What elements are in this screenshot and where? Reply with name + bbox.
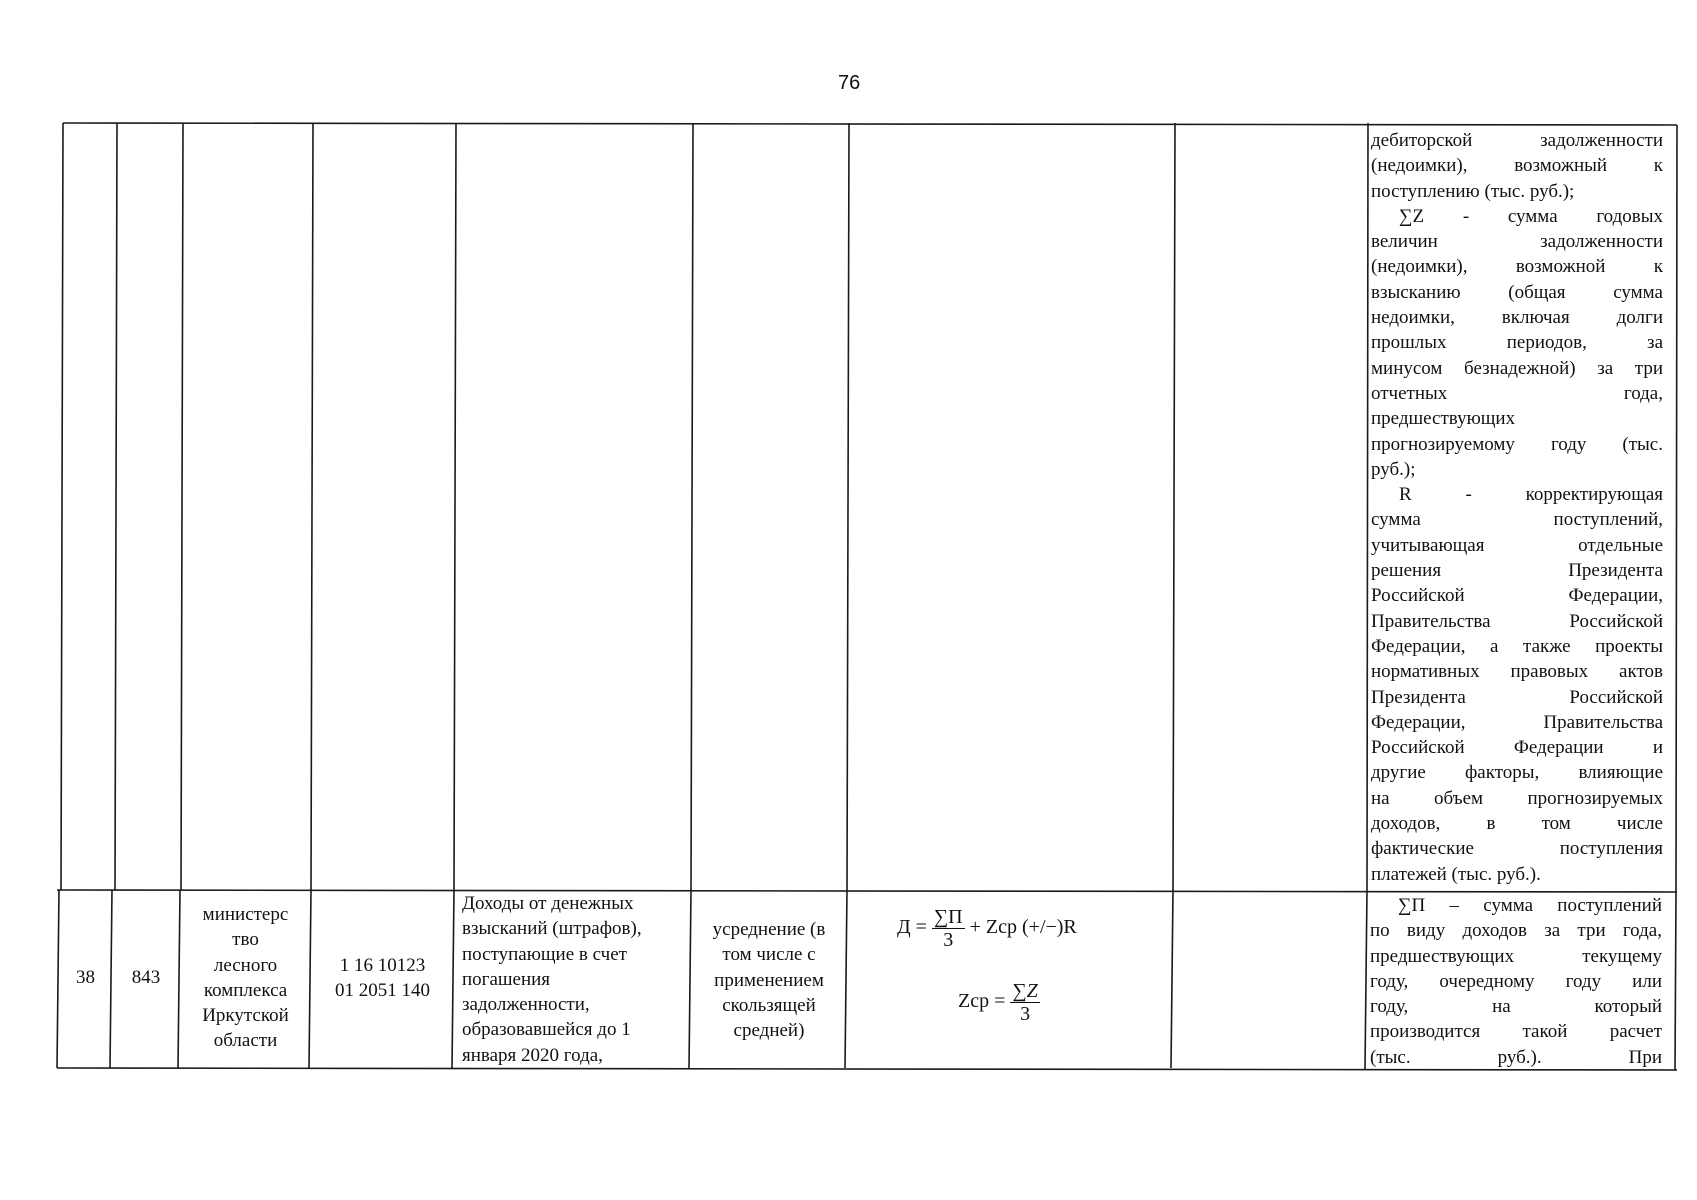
text-line: производится такой расчет bbox=[1370, 1021, 1662, 1043]
text-line: предшествующих текущему bbox=[1370, 945, 1662, 967]
fraction bbox=[932, 906, 965, 951]
text-line: Президента Российской bbox=[1371, 686, 1663, 708]
text-line: взысканий (штрафов), bbox=[462, 918, 642, 940]
text-line: средней) bbox=[733, 1020, 805, 1042]
text-line: доходов, в том числе bbox=[1371, 813, 1663, 835]
text-line: отчетных года, bbox=[1371, 382, 1663, 404]
text-line: на объем прогнозируемых bbox=[1371, 787, 1663, 809]
text-line: (недоимки), возможный к bbox=[1371, 155, 1663, 177]
continuation-text bbox=[1371, 128, 1663, 887]
text-line: другие факторы, влияющие bbox=[1371, 762, 1663, 784]
row-number: 38 bbox=[76, 967, 95, 988]
kbk-code bbox=[311, 953, 454, 1004]
text-line: января 2020 года, bbox=[462, 1044, 603, 1066]
admin-code: 843 bbox=[131, 967, 161, 988]
text-line: Федерации, а также проекты bbox=[1371, 635, 1663, 657]
text-line: 01 2051 140 bbox=[335, 980, 430, 1002]
text-line: ∑П – сумма поступлений bbox=[1398, 895, 1662, 916]
text-line: применением bbox=[714, 969, 824, 991]
formula-lhs: Д = bbox=[897, 916, 927, 939]
fraction-denominator: 3 bbox=[1020, 1003, 1031, 1025]
text-line: образовавшейся до 1 bbox=[462, 1019, 631, 1041]
fraction-numerator: ∑Z bbox=[1012, 980, 1038, 1002]
text-line: взысканию (общая сумма bbox=[1371, 281, 1663, 303]
text-line: (недоимки), возможной к bbox=[1371, 256, 1663, 278]
text-line: году, на который bbox=[1370, 996, 1662, 1018]
calculation-method bbox=[691, 917, 847, 1043]
fraction bbox=[1010, 980, 1039, 1025]
income-name bbox=[462, 891, 688, 1068]
text-line: дебиторской задолженности bbox=[1371, 130, 1663, 151]
text-line: предшествующих bbox=[1371, 408, 1516, 430]
text-line: прогнозируемому году (тыс. bbox=[1371, 433, 1663, 455]
text-line: области bbox=[213, 1030, 278, 1052]
administrator-name bbox=[180, 902, 311, 1054]
text-line: том числе с bbox=[722, 944, 816, 966]
formula-zsr bbox=[958, 980, 1040, 1025]
text-line: году, очередному году или bbox=[1370, 970, 1662, 992]
text-line: лесного bbox=[213, 954, 278, 976]
text-line: (тыс. руб.). При bbox=[1370, 1046, 1662, 1068]
text-line: усреднение (в bbox=[712, 919, 826, 940]
text-line: Федерации, Правительства bbox=[1371, 711, 1663, 733]
text-line: R - корректирующая bbox=[1399, 484, 1663, 506]
text-line: тво bbox=[232, 929, 259, 951]
text-line: 1 16 10123 bbox=[339, 955, 426, 976]
text-line: фактические поступления bbox=[1371, 838, 1663, 860]
text-line: недоимки, включая долги bbox=[1371, 307, 1663, 329]
fraction-numerator: ∑П bbox=[933, 906, 963, 928]
formula-lhs: Zср = bbox=[958, 990, 1006, 1013]
text-line: скользящей bbox=[722, 994, 816, 1016]
fraction-denominator: 3 bbox=[943, 929, 954, 951]
formula-main bbox=[897, 906, 1077, 951]
text-line: решения Президента bbox=[1371, 560, 1663, 582]
text-line: сумма поступлений, bbox=[1371, 509, 1663, 531]
page-number: 76 bbox=[838, 72, 861, 94]
text-line: задолженности, bbox=[462, 994, 590, 1016]
formula-rest: + Zср (+/−)R bbox=[969, 916, 1077, 939]
text-line: ∑Z - сумма годовых bbox=[1399, 205, 1663, 227]
text-line: минусом безнадежной) за три bbox=[1371, 357, 1663, 379]
text-line: министерс bbox=[202, 904, 289, 925]
text-line: учитывающая отдельные bbox=[1371, 534, 1663, 556]
text-line: величин задолженности bbox=[1371, 231, 1663, 253]
text-line: Иркутской bbox=[202, 1005, 289, 1027]
text-line: погашения bbox=[462, 968, 551, 990]
formula-description bbox=[1370, 893, 1662, 1070]
text-line: поступлению (тыс. руб.); bbox=[1371, 180, 1575, 202]
text-line: прошлых периодов, за bbox=[1371, 332, 1663, 354]
text-line: Правительства Российской bbox=[1371, 610, 1663, 632]
text-line: Российской Федерации и bbox=[1371, 737, 1663, 759]
text-line: поступающие в счет bbox=[462, 943, 627, 965]
text-line: комплекса bbox=[203, 979, 288, 1001]
text-line: руб.); bbox=[1371, 458, 1416, 480]
text-line: Российской Федерации, bbox=[1371, 585, 1663, 607]
text-line: платежей (тыс. руб.). bbox=[1371, 863, 1541, 885]
text-line: нормативных правовых актов bbox=[1371, 661, 1663, 683]
text-line: по виду доходов за три года, bbox=[1370, 920, 1662, 942]
text-line: Доходы от денежных bbox=[462, 893, 634, 914]
